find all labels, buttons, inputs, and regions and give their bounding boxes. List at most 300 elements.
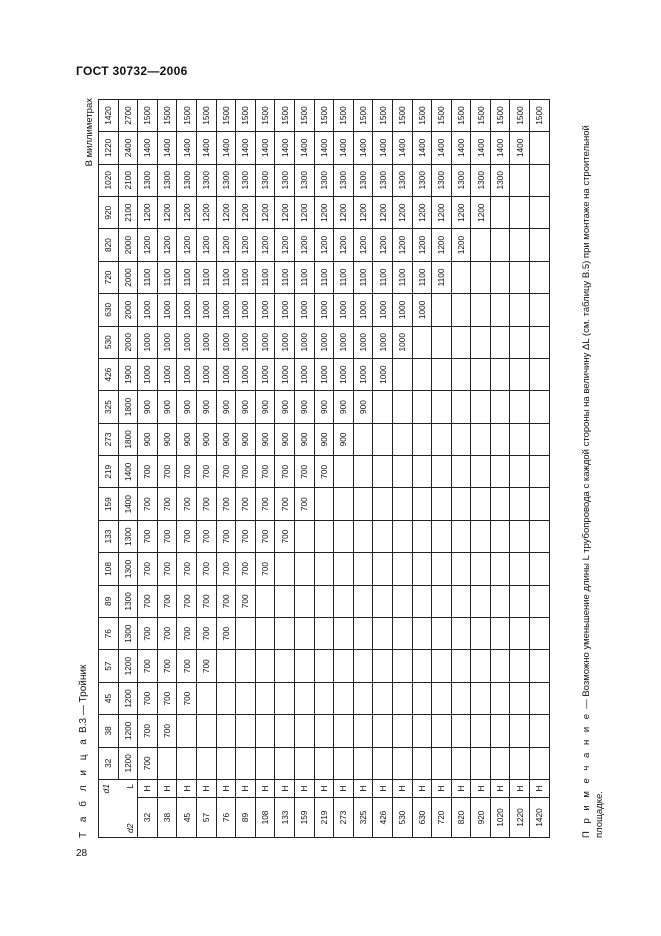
table-cell: 900	[255, 391, 275, 423]
table-cell: 1300	[255, 164, 275, 196]
table-row	[412, 99, 432, 837]
table-cell: 1300	[392, 164, 412, 196]
table-cell: 1000	[353, 294, 373, 326]
table-cell	[236, 715, 256, 747]
table-cell: 1500	[314, 99, 334, 131]
table-cell: 900	[216, 391, 236, 423]
table-cell: 1200	[314, 229, 334, 261]
table-cell	[412, 456, 432, 488]
header-L-cell: 2100	[118, 164, 138, 196]
table-cell	[432, 585, 452, 617]
table-cell	[177, 715, 197, 747]
table-cell: 700	[157, 715, 177, 747]
table-cell	[294, 747, 314, 779]
table-cell: 1400	[216, 132, 236, 164]
table-cell: 1400	[157, 132, 177, 164]
table-cell: 700	[157, 456, 177, 488]
table-cell: 1100	[236, 261, 256, 293]
table-cell	[471, 747, 491, 779]
table-cell	[334, 618, 354, 650]
table-cell	[353, 715, 373, 747]
header-L-cell: 2700	[118, 99, 138, 131]
header-L-cell: 1300	[118, 553, 138, 585]
header-d1-cell: 920	[99, 196, 119, 228]
row-h-cell: Н	[490, 780, 510, 798]
table-cell: 1000	[255, 294, 275, 326]
table-cell: 900	[334, 391, 354, 423]
table-cell: 1500	[138, 99, 158, 131]
table-row	[392, 99, 412, 837]
table-cell: 1000	[157, 326, 177, 358]
table-cell: 1500	[275, 99, 295, 131]
table-cell	[471, 423, 491, 455]
table-cell	[432, 488, 452, 520]
table-cell	[451, 520, 471, 552]
table-cell	[314, 553, 334, 585]
table-cell: 1100	[392, 261, 412, 293]
table-cell: 700	[236, 456, 256, 488]
row-d2-cell: 1420	[530, 798, 550, 838]
table-cell: 1000	[236, 294, 256, 326]
row-d2-cell: 108	[255, 798, 275, 838]
row-h-cell: Н	[216, 780, 236, 798]
header-row-d1	[99, 99, 119, 837]
table-cell	[255, 585, 275, 617]
table-cell: 1200	[216, 196, 236, 228]
table-cell	[530, 196, 550, 228]
table-cell: 900	[314, 391, 334, 423]
table-cell: 700	[177, 618, 197, 650]
row-d2-cell: 1020	[490, 798, 510, 838]
table-cell	[275, 650, 295, 682]
table-row	[216, 99, 236, 837]
table-cell: 700	[177, 520, 197, 552]
table-cell	[314, 682, 334, 714]
table-cell	[471, 715, 491, 747]
table-cell	[432, 715, 452, 747]
table-cell	[255, 618, 275, 650]
table-cell	[412, 358, 432, 390]
table-cell: 1000	[275, 326, 295, 358]
corner-label-d1: d1	[101, 784, 111, 794]
table-cell	[373, 715, 393, 747]
table-cell: 900	[196, 423, 216, 455]
table-cell: 1000	[138, 358, 158, 390]
row-h-cell: Н	[373, 780, 393, 798]
table-cell	[490, 715, 510, 747]
table-cell	[353, 423, 373, 455]
table-cell: 1400	[236, 132, 256, 164]
table-cell	[334, 520, 354, 552]
table-cell	[334, 553, 354, 585]
table-cell: 1200	[392, 196, 412, 228]
row-h-cell: Н	[353, 780, 373, 798]
table-cell: 700	[177, 682, 197, 714]
table-cell	[275, 682, 295, 714]
table-cell: 1000	[334, 358, 354, 390]
table-cell: 1200	[353, 229, 373, 261]
table-cell	[373, 391, 393, 423]
table-cell: 1500	[236, 99, 256, 131]
table-cell: 900	[255, 423, 275, 455]
table-cell: 1400	[412, 132, 432, 164]
table-cell	[432, 650, 452, 682]
table-row	[353, 99, 373, 837]
table-cell: 1300	[490, 164, 510, 196]
table-cell	[510, 229, 530, 261]
table-cell: 700	[157, 520, 177, 552]
table-cell	[510, 391, 530, 423]
table-cell	[294, 520, 314, 552]
row-h-cell: Н	[432, 780, 452, 798]
table-row	[432, 99, 452, 837]
table-cell: 700	[138, 585, 158, 617]
table-cell: 1200	[412, 229, 432, 261]
table-cell	[530, 261, 550, 293]
row-d2-cell: 273	[334, 798, 354, 838]
table-cell	[490, 488, 510, 520]
table-cell: 1300	[373, 164, 393, 196]
row-h-cell: Н	[510, 780, 530, 798]
table-cell	[490, 423, 510, 455]
header-L-cell: 1800	[118, 391, 138, 423]
row-d2-cell: 89	[236, 798, 256, 838]
table-cell: 1200	[432, 196, 452, 228]
table-cell	[530, 488, 550, 520]
table-cell	[490, 618, 510, 650]
table-cell: 1000	[314, 326, 334, 358]
header-d1-cell: 720	[99, 261, 119, 293]
table-cell	[314, 618, 334, 650]
table-cell: 1200	[177, 196, 197, 228]
table-cell: 900	[157, 423, 177, 455]
table-cell: 1300	[451, 164, 471, 196]
header-L-cell: 2000	[118, 326, 138, 358]
table-cell: 700	[196, 488, 216, 520]
table-cell	[451, 423, 471, 455]
table-cell: 1000	[275, 358, 295, 390]
table-cell	[510, 585, 530, 617]
table-cell	[392, 618, 412, 650]
table-row	[314, 99, 334, 837]
table-cell	[314, 585, 334, 617]
table-cell: 700	[216, 618, 236, 650]
table-cell: 700	[157, 585, 177, 617]
table-cell: 900	[294, 423, 314, 455]
header-d1-cell: 57	[99, 650, 119, 682]
table-cell: 1000	[255, 358, 275, 390]
table-cell	[510, 682, 530, 714]
table-cell	[294, 650, 314, 682]
table-cell: 1000	[314, 358, 334, 390]
table-cell	[510, 164, 530, 196]
table-cell: 1500	[353, 99, 373, 131]
table-cell: 1400	[196, 132, 216, 164]
row-h-cell: Н	[471, 780, 491, 798]
table-cell: 700	[177, 585, 197, 617]
table-cell: 700	[177, 650, 197, 682]
table-cell: 1000	[177, 358, 197, 390]
header-d1-cell: 219	[99, 456, 119, 488]
table-cell: 700	[294, 456, 314, 488]
units-label: В миллиметрах	[84, 98, 95, 167]
header-L-cell: 2000	[118, 229, 138, 261]
row-h-cell: Н	[314, 780, 334, 798]
table-cell: 1000	[275, 294, 295, 326]
table-cell: 1400	[471, 132, 491, 164]
table-cell	[432, 294, 452, 326]
table-cell	[471, 261, 491, 293]
table-cell	[275, 747, 295, 779]
table-cell	[373, 456, 393, 488]
table-cell: 1500	[294, 99, 314, 131]
table-cell	[353, 553, 373, 585]
header-d1-cell: 32	[99, 747, 119, 779]
table-cell: 1000	[294, 326, 314, 358]
row-d2-cell: 720	[432, 798, 452, 838]
table-cell	[196, 715, 216, 747]
table-cell: 700	[138, 456, 158, 488]
header-d1-cell: 530	[99, 326, 119, 358]
table-cell	[530, 585, 550, 617]
row-d2-cell: 630	[412, 798, 432, 838]
table-cell: 1500	[177, 99, 197, 131]
table-cell: 1300	[236, 164, 256, 196]
header-d1-cell: 133	[99, 520, 119, 552]
table-cell	[432, 520, 452, 552]
table-cell: 1500	[490, 99, 510, 131]
table-cell	[510, 618, 530, 650]
table-cell: 700	[216, 488, 236, 520]
table-cell	[392, 585, 412, 617]
table-cell	[490, 520, 510, 552]
table-cell: 700	[138, 618, 158, 650]
table-cell	[255, 747, 275, 779]
row-d2-cell: 1220	[510, 798, 530, 838]
table-cell	[216, 650, 236, 682]
table-cell	[471, 682, 491, 714]
table-cell: 1300	[177, 164, 197, 196]
table-cell: 1100	[196, 261, 216, 293]
table-row	[334, 99, 354, 837]
table-cell: 1000	[412, 294, 432, 326]
table-cell	[412, 618, 432, 650]
row-h-cell: Н	[334, 780, 354, 798]
table-row	[255, 99, 275, 837]
table-cell: 700	[196, 650, 216, 682]
table-cell: 1000	[157, 294, 177, 326]
table-cell	[275, 585, 295, 617]
table-cell: 1000	[196, 326, 216, 358]
table-cell	[490, 229, 510, 261]
table-cell: 1000	[138, 326, 158, 358]
table-row	[471, 99, 491, 837]
table-cell	[432, 682, 452, 714]
page-number: 28	[76, 848, 88, 859]
table-cell: 1400	[451, 132, 471, 164]
table-row	[196, 99, 216, 837]
table-cell: 1000	[216, 326, 236, 358]
table-cell: 1500	[510, 99, 530, 131]
table-cell: 1500	[392, 99, 412, 131]
table-cell	[294, 715, 314, 747]
table-cell	[490, 326, 510, 358]
table-cell: 900	[275, 423, 295, 455]
table-cell: 700	[138, 650, 158, 682]
table-cell: 1400	[510, 132, 530, 164]
table-cell	[471, 326, 491, 358]
table-cell: 1500	[196, 99, 216, 131]
table-cell	[432, 456, 452, 488]
table-cell	[275, 715, 295, 747]
table-cell: 1200	[432, 229, 452, 261]
table-cell	[530, 423, 550, 455]
table-cell: 1200	[157, 229, 177, 261]
table-cell	[392, 423, 412, 455]
table-cell	[530, 326, 550, 358]
table-cell	[471, 553, 491, 585]
table-cell	[255, 682, 275, 714]
table-cell: 1000	[392, 294, 412, 326]
table-cell	[451, 456, 471, 488]
table-cell	[432, 326, 452, 358]
table-cell	[510, 423, 530, 455]
table-cell	[392, 682, 412, 714]
table-cell: 1500	[216, 99, 236, 131]
table-cell	[490, 553, 510, 585]
table-cell	[432, 618, 452, 650]
table-cell: 1200	[177, 229, 197, 261]
caption-prefix: Т а б л и ц а	[78, 735, 89, 838]
table-cell: 700	[216, 520, 236, 552]
table-cell: 1200	[236, 229, 256, 261]
caption-title: В.3 — Тройник	[78, 664, 89, 733]
table-cell: 1000	[216, 358, 236, 390]
table-cell: 1200	[451, 229, 471, 261]
table-cell	[412, 488, 432, 520]
table-cell: 1000	[353, 326, 373, 358]
table-cell: 1200	[138, 229, 158, 261]
table-cell	[236, 618, 256, 650]
table-cell: 1300	[275, 164, 295, 196]
table-cell	[510, 520, 530, 552]
row-h-cell: Н	[255, 780, 275, 798]
row-d2-cell: 530	[392, 798, 412, 838]
table-cell: 700	[177, 553, 197, 585]
table-cell	[353, 520, 373, 552]
table-cell: 700	[255, 456, 275, 488]
table-cell: 900	[177, 391, 197, 423]
row-h-cell: Н	[275, 780, 295, 798]
table-cell: 1400	[138, 132, 158, 164]
table-cell	[392, 456, 412, 488]
table-cell: 700	[196, 456, 216, 488]
table-cell: 1200	[216, 229, 236, 261]
table-cell	[510, 196, 530, 228]
row-d2-cell: 159	[294, 798, 314, 838]
table-cell: 1200	[471, 196, 491, 228]
table-cell	[510, 747, 530, 779]
header-d1-cell: 630	[99, 294, 119, 326]
header-d1-cell: 38	[99, 715, 119, 747]
table-cell	[451, 326, 471, 358]
header-d1-cell: 820	[99, 229, 119, 261]
table-cell: 700	[275, 520, 295, 552]
row-h-cell: Н	[392, 780, 412, 798]
table-cell	[294, 553, 314, 585]
table-cell	[196, 682, 216, 714]
table-cell: 700	[314, 456, 334, 488]
table-cell	[490, 682, 510, 714]
table-cell	[510, 261, 530, 293]
table-cell	[275, 618, 295, 650]
table-cell: 700	[157, 488, 177, 520]
table-cell: 1300	[471, 164, 491, 196]
table-cell: 1000	[373, 326, 393, 358]
header-L-cell: 1800	[118, 423, 138, 455]
table-cell: 1200	[275, 196, 295, 228]
table-cell	[412, 326, 432, 358]
table-cell: 1000	[157, 358, 177, 390]
table-cell	[314, 715, 334, 747]
table-cell	[432, 391, 452, 423]
table-row	[530, 99, 550, 837]
table-cell	[510, 715, 530, 747]
table-cell	[196, 747, 216, 779]
table-cell	[471, 391, 491, 423]
table-cell	[490, 358, 510, 390]
table-cell	[392, 358, 412, 390]
table-cell	[412, 520, 432, 552]
table-cell: 1000	[294, 358, 314, 390]
table-cell	[334, 747, 354, 779]
table-cell	[530, 682, 550, 714]
table-cell: 1100	[353, 261, 373, 293]
header-d1-cell: 325	[99, 391, 119, 423]
table-cell	[451, 650, 471, 682]
table-cell	[530, 553, 550, 585]
table-cell: 1400	[392, 132, 412, 164]
table-cell: 700	[275, 456, 295, 488]
table-cell	[451, 294, 471, 326]
table-cell: 1400	[432, 132, 452, 164]
table-cell: 1500	[432, 99, 452, 131]
table-cell	[412, 650, 432, 682]
table-cell: 1100	[294, 261, 314, 293]
table-note	[580, 98, 606, 838]
table-cell	[373, 520, 393, 552]
table-cell: 1200	[196, 229, 216, 261]
header-L-cell: 1200	[118, 715, 138, 747]
table-cell	[490, 196, 510, 228]
header-d1-cell: 76	[99, 618, 119, 650]
table-cell: 700	[236, 488, 256, 520]
table-cell	[530, 132, 550, 164]
table-cell	[314, 520, 334, 552]
table-cell	[255, 650, 275, 682]
table-cell	[373, 585, 393, 617]
table-cell: 1000	[255, 326, 275, 358]
table-cell: 1300	[353, 164, 373, 196]
table-cell: 1400	[294, 132, 314, 164]
table-cell: 1300	[314, 164, 334, 196]
table-cell: 1400	[373, 132, 393, 164]
table-cell: 1100	[216, 261, 236, 293]
table-cell	[451, 261, 471, 293]
table-cell: 1000	[177, 326, 197, 358]
table-cell	[334, 488, 354, 520]
table-cell	[471, 358, 491, 390]
